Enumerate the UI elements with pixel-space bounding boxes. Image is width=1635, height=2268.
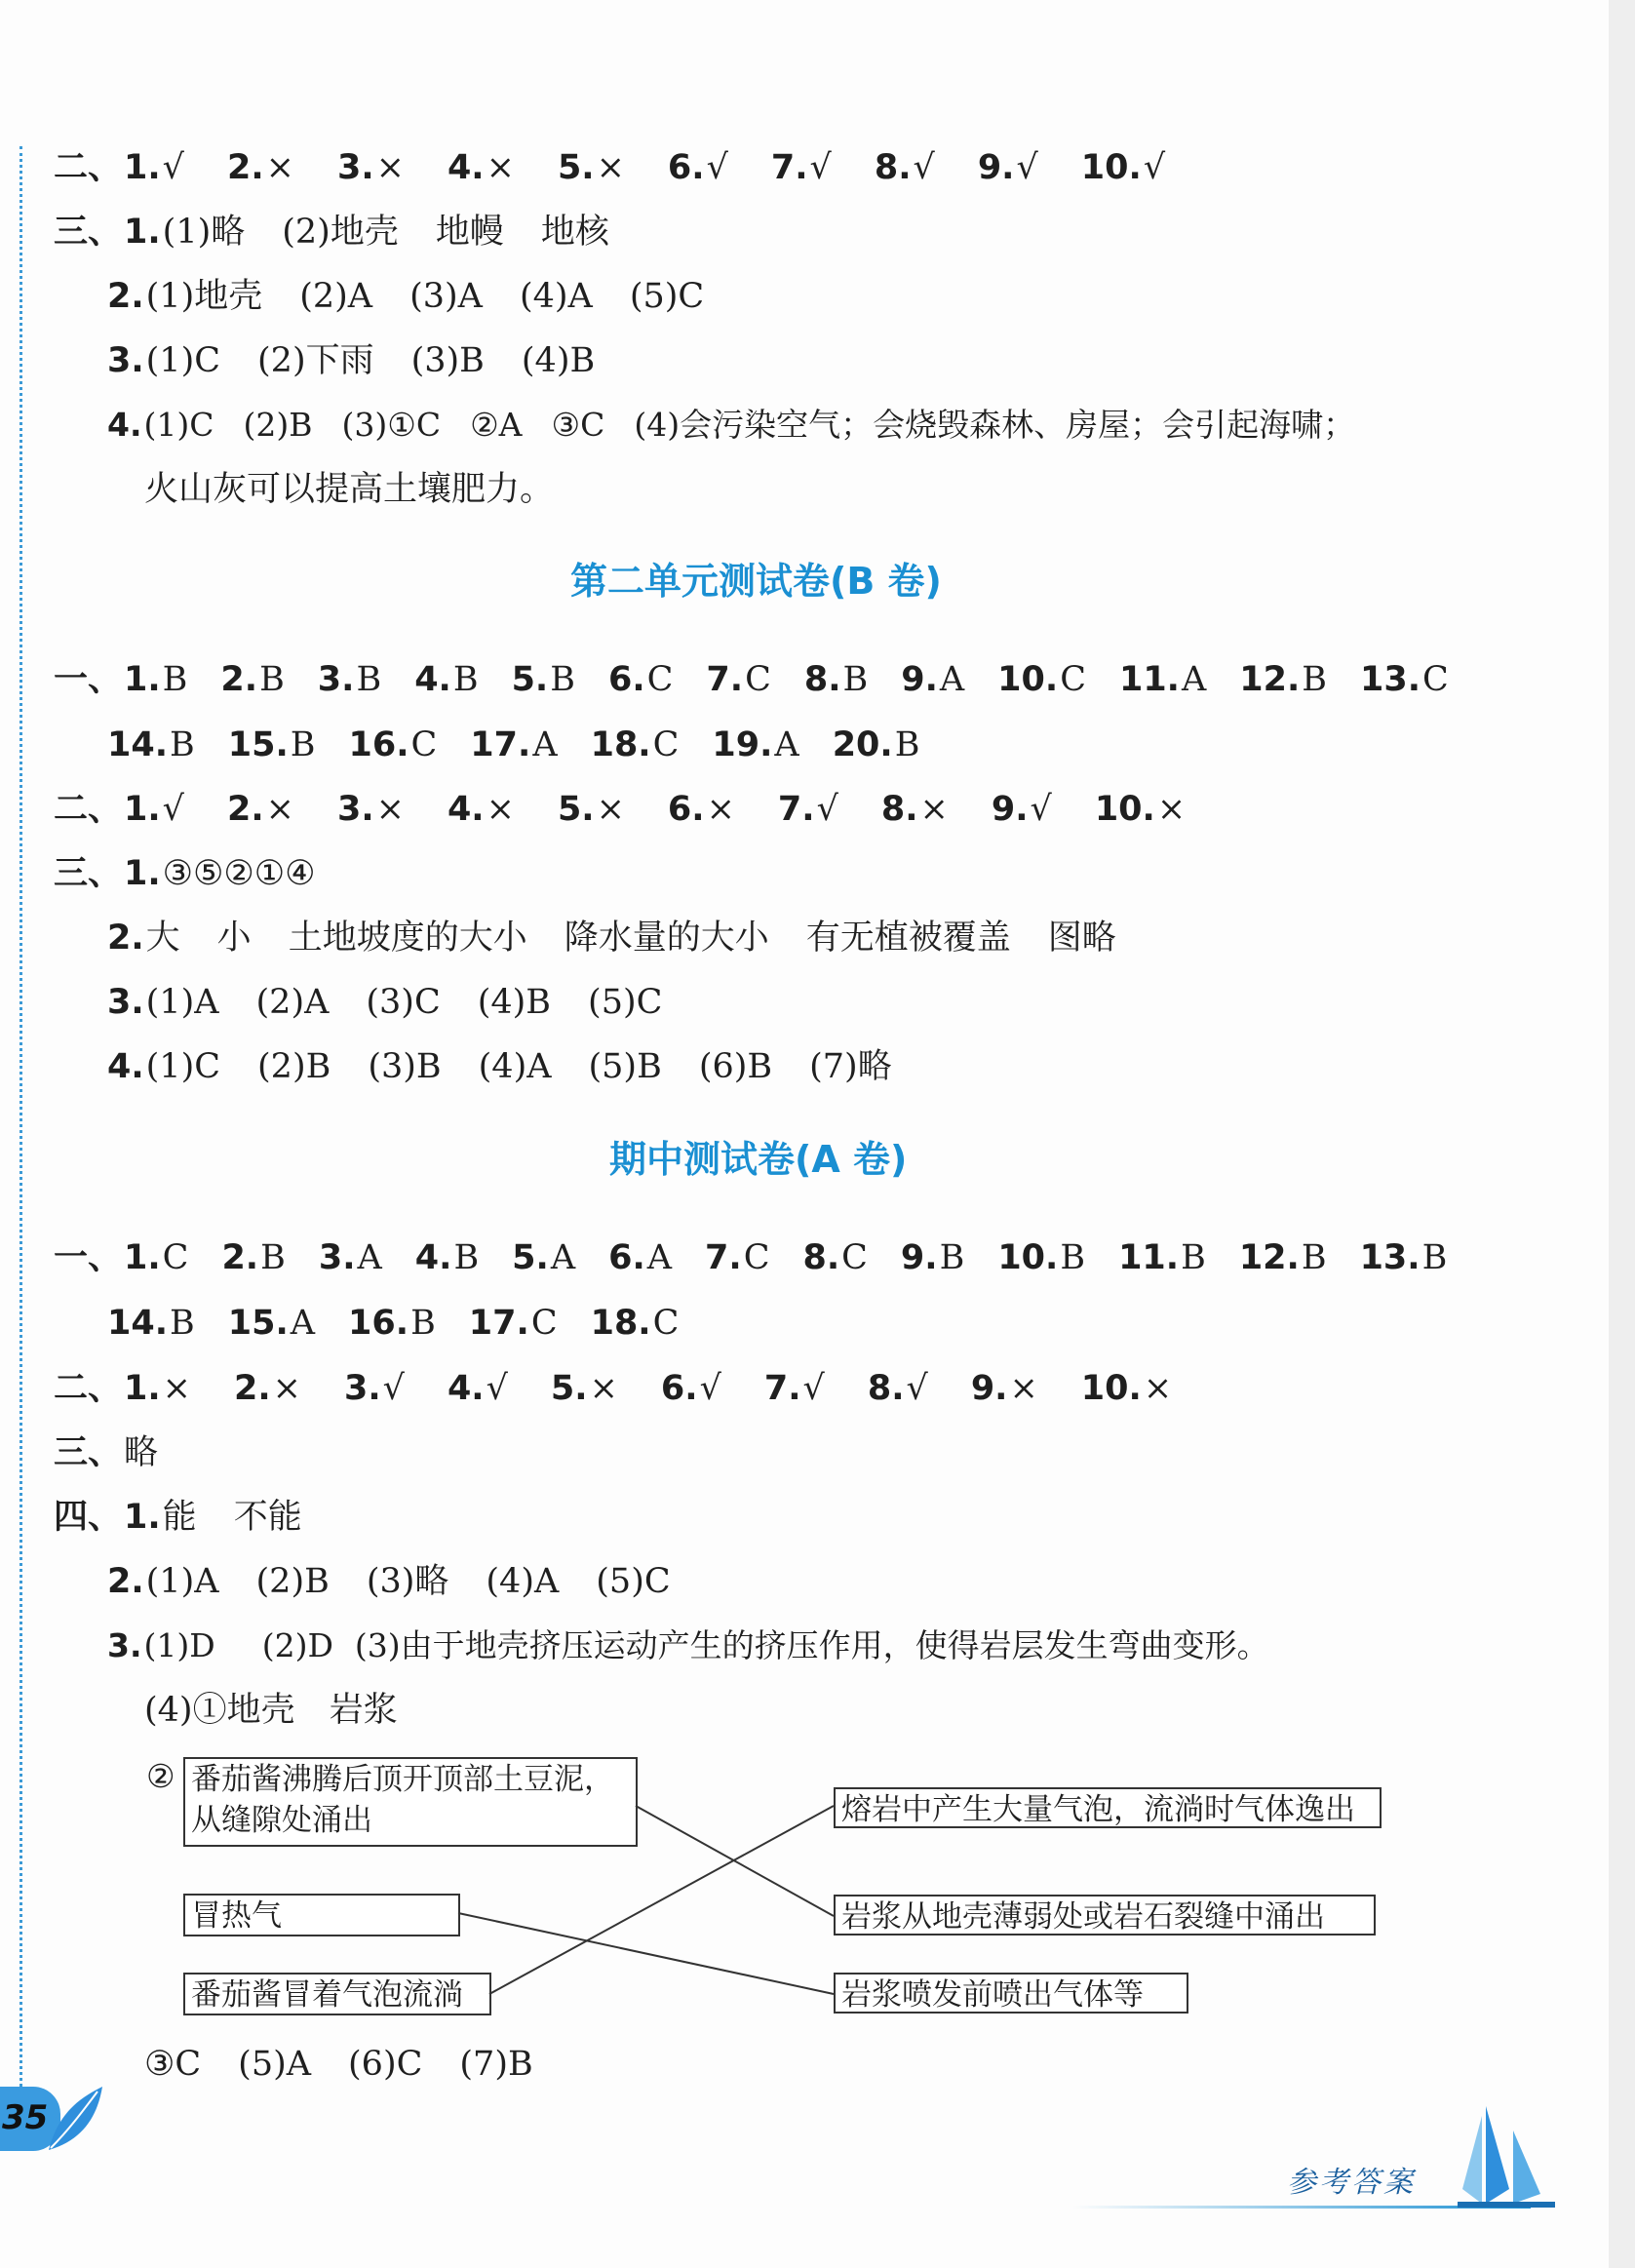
unit2b-q3-2-row: 2.大 小 土地坡度的大小 降水量的大小 有无植被覆盖 图略 — [107, 919, 1116, 958]
match-right-box-3: 岩浆喷发前喷出气体等 — [834, 1973, 1188, 2014]
leaf-icon — [39, 2082, 107, 2160]
midterm-judge-row: 二、1.× 2.× 3.√ 4.√ 5.× 6.√ 7.√ 8.√ 9.× 10.× — [54, 1369, 1173, 1408]
page-number: 35 — [2, 2098, 49, 2137]
midterm-choice-row-1: 一、1.C 2.B 3.A 4.B 5.A 6.A 7.C 8.C 9.B 10.B 11.B 12.B 13.B — [54, 1238, 1448, 1277]
matching-marker: ② — [146, 1757, 175, 1795]
match-left-box-2: 冒热气 — [183, 1894, 460, 1936]
midterm-q3-row: 三、略 — [54, 1433, 159, 1472]
footer-label: 参考答案 — [1287, 2166, 1416, 2200]
top-q3-3-row: 3.(1)C (2)下雨 (3)B (4)B — [107, 341, 596, 380]
top-q3-4-row: 4.(1)C (2)B (3)①C ②A ③C (4)会污染空气；会烧毁森林、房屋；会引起海啸； — [107, 406, 1356, 444]
sailboat-icon — [1453, 2096, 1560, 2213]
match-left-box-3: 番茄酱冒着气泡流淌 — [183, 1973, 491, 2015]
unit2b-choice-row-1: 一、1.B 2.B 3.B 4.B 5.B 6.C 7.C 8.B 9.A 10.C 11.A 12.B 13.C — [54, 660, 1449, 699]
top-judge-row: 二、1.√ 2.× 3.× 4.× 5.× 6.√ 7.√ 8.√ 9.√ 10.√ — [54, 148, 1166, 187]
top-q3-1-row: 三、1.(1)略 (2)地壳 地幔 地核 — [54, 213, 609, 252]
unit2b-q3-4-row: 4.(1)C (2)B (3)B (4)A (5)B (6)B (7)略 — [107, 1047, 892, 1086]
match-right-box-2: 岩浆从地壳薄弱处或岩石裂缝中涌出 — [834, 1895, 1376, 1936]
top-q3-4-continuation: 火山灰可以提高土壤肥力。 — [144, 470, 555, 509]
unit2b-judge-row: 二、1.√ 2.× 3.× 4.× 5.× 6.× 7.√ 8.× 9.√ 10.× — [54, 790, 1187, 829]
unit2b-choice-row-2: 14.B 15.B 16.C 17.A 18.C 19.A 20.B — [107, 725, 920, 764]
unit2b-q3-3-row: 3.(1)A (2)A (3)C (4)B (5)C — [107, 983, 663, 1022]
match-line-2 — [458, 1913, 834, 1994]
midterm-q4-3-row: 3.(1)D (2)D (3)由于地壳挤压运动产生的挤压作用，使得岩层发生弯曲变形。 — [107, 1626, 1269, 1664]
midterm-q4-3-4-row: (4)①地壳 岩浆 — [144, 1691, 398, 1730]
match-right-box-1: 熔岩中产生大量气泡，流淌时气体逸出 — [834, 1787, 1382, 1828]
match-left-box-1: 番茄酱沸腾后顶开顶部土豆泥， 从缝隙处涌出 — [183, 1757, 638, 1847]
section-prefix: 二、 — [54, 148, 123, 187]
match-line-3 — [489, 1806, 834, 1994]
midterm-q4-2-row: 2.(1)A (2)B (3)略 (4)A (5)C — [107, 1562, 671, 1601]
top-q3-2-row: 2.(1)地壳 (2)A (3)A (4)A (5)C — [107, 277, 705, 316]
section-title-midterm: 期中测试卷(A 卷) — [609, 1138, 908, 1181]
midterm-q4-1-row: 四、1.能 不能 — [54, 1498, 302, 1537]
section-title-unit2b: 第二单元测试卷(B 卷) — [570, 560, 942, 603]
midterm-choice-row-2: 14.B 15.A 16.B 17.C 18.C — [107, 1304, 680, 1343]
midterm-q4-3-last-row: ③C (5)A (6)C (7)B — [144, 2045, 533, 2084]
unit2b-q3-1-row: 三、1.③⑤②①④ — [54, 854, 316, 893]
